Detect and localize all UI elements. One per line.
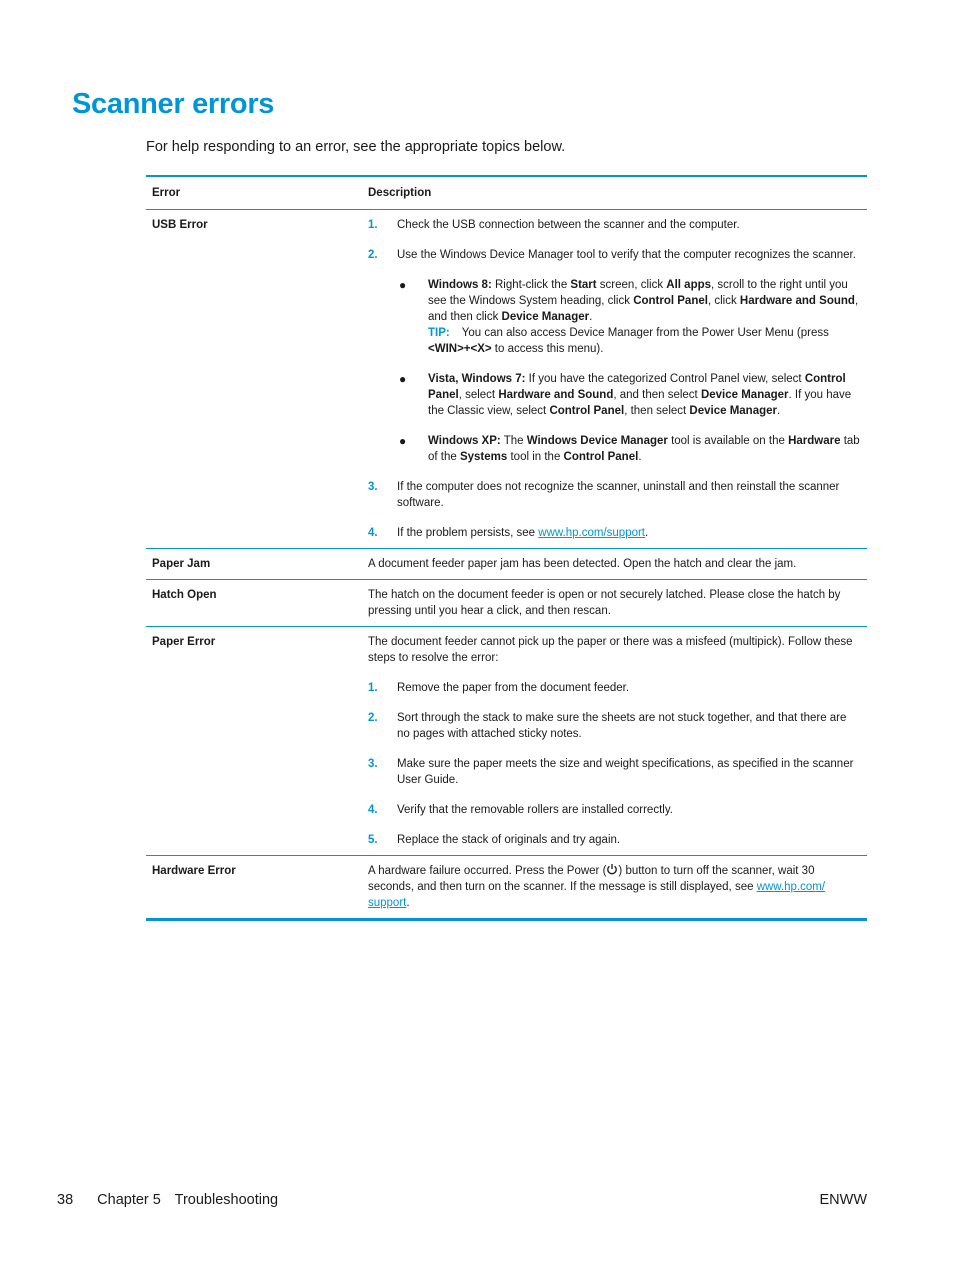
paper-error-intro: The document feeder cannot pick up the paper or there was a misfeed (multipick). Follow these steps to resolve the error: xyxy=(368,636,853,664)
error-name-usb: USB Error xyxy=(152,219,208,231)
tip-note: TIP: You can also access Device Manager from the Power User Menu (press <WIN>+<X> to access this menu). xyxy=(428,327,829,355)
bullet-text: Windows 8: Right-click the Start screen, click All apps, scroll to the right until you see the Windows System heading, click Control Panel, click Hardware and Sound, and then click Device Manager. xyxy=(428,279,859,323)
hp-support-link[interactable]: www.hp.com/support xyxy=(538,527,646,539)
page-title: Scanner errors xyxy=(72,88,275,120)
step-text: Replace the stack of originals and try again. xyxy=(397,834,621,846)
step-text: Verify that the removable rollers are installed correctly. xyxy=(397,804,673,816)
bullet-windows-8 xyxy=(397,277,861,357)
page-footer xyxy=(57,1192,867,1208)
bullet-text: Windows XP: The Windows Device Manager tool is available on the Hardware tab of the Systems tool in the Control Panel. xyxy=(428,435,860,463)
step-text: Check the USB connection between the scanner and the computer. xyxy=(397,219,740,231)
error-name-paper-error: Paper Error xyxy=(152,636,216,648)
step-number: 1. xyxy=(368,219,378,231)
step-number: 4. xyxy=(368,527,378,539)
hardware-error-text: A hardware failure occurred. Press the Power ( ) button to turn off the scanner, wait 30 seconds, and then turn on the scanner. If the message is still displayed, see www.hp.com/ support. xyxy=(368,865,826,909)
header-description: Description xyxy=(368,187,432,199)
step-text: If the problem persists, see www.hp.com/support. xyxy=(397,527,649,539)
description-paper-error xyxy=(362,627,867,855)
table-row-paper-jam xyxy=(146,549,867,580)
step-text: Use the Windows Device Manager tool to verify that the computer recognizes the scanner. xyxy=(397,249,856,261)
paper-error-step-1 xyxy=(368,680,861,696)
hp-support-link[interactable]: www.hp.com/ support xyxy=(368,881,826,909)
usb-step-1 xyxy=(368,217,861,233)
chapter-label: Chapter 5 xyxy=(97,1192,161,1208)
paper-error-step-4 xyxy=(368,802,861,818)
os-bullet-list xyxy=(397,277,861,465)
step-text: Sort through the stack to make sure the sheets are not stuck together, and that there are no pages with attached sticky notes. xyxy=(397,712,847,740)
table-row-usb-error xyxy=(146,210,867,549)
bullet-text: Vista, Windows 7: If you have the categorized Control Panel view, select Control Panel, select Hardware and Sound, and then select Device Manager. If you have the Classic view, select Control Panel, then select Device Manager. xyxy=(428,373,852,417)
bullet-body xyxy=(428,277,861,357)
paper-error-step-2 xyxy=(368,710,861,742)
power-icon xyxy=(606,863,618,875)
step-number: 3. xyxy=(368,758,378,770)
footer-right: ENWW xyxy=(819,1192,867,1208)
error-name-hatch-open: Hatch Open xyxy=(152,589,217,601)
step-number: 3. xyxy=(368,481,378,493)
usb-step-3 xyxy=(368,479,861,511)
step-text: If the computer does not recognize the scanner, uninstall and then reinstall the scanner software. xyxy=(397,481,840,509)
paper-error-step-3 xyxy=(368,756,861,788)
description-hatch-open: The hatch on the document feeder is open or not securely latched. Please close the hatch by pressing until you hear a click, and then rescan. xyxy=(368,589,841,617)
usb-step-4 xyxy=(368,525,861,541)
error-name-hardware-error: Hardware Error xyxy=(152,865,236,877)
scanner-errors-table xyxy=(146,175,867,921)
bullet-icon: ● xyxy=(399,434,407,448)
step-text: Make sure the paper meets the size and weight specifications, as specified in the scanner User Guide. xyxy=(397,758,854,786)
step-number: 2. xyxy=(368,712,378,724)
page-number: 38 xyxy=(57,1192,74,1208)
step-number: 2. xyxy=(368,249,378,261)
bullet-icon: ● xyxy=(399,372,407,386)
tip-label: TIP: xyxy=(428,327,450,339)
step-body xyxy=(397,247,861,465)
header-error: Error xyxy=(152,187,181,199)
table-header-row xyxy=(146,177,867,210)
bullet-vista-windows-7 xyxy=(397,371,861,419)
step-text: Remove the paper from the document feeder. xyxy=(397,682,630,694)
error-name-paper-jam: Paper Jam xyxy=(152,558,211,570)
table-row-paper-error xyxy=(146,627,867,856)
bullet-icon: ● xyxy=(399,278,407,292)
section-label: Troubleshooting xyxy=(174,1192,279,1208)
table-row-hatch-open xyxy=(146,580,867,627)
description-usb xyxy=(362,210,867,548)
step-number: 4. xyxy=(368,804,378,816)
paper-error-step-5 xyxy=(368,832,861,848)
usb-step-2 xyxy=(368,247,861,465)
table-row-hardware-error xyxy=(146,856,867,918)
step-number: 1. xyxy=(368,682,378,694)
intro-text: For help responding to an error, see the appropriate topics below. xyxy=(146,139,566,155)
description-hardware-error xyxy=(362,856,867,918)
bullet-windows-xp xyxy=(397,433,861,465)
step-number: 5. xyxy=(368,834,378,846)
footer-left xyxy=(57,1192,298,1208)
description-paper-jam: A document feeder paper jam has been detected. Open the hatch and clear the jam. xyxy=(368,558,797,570)
